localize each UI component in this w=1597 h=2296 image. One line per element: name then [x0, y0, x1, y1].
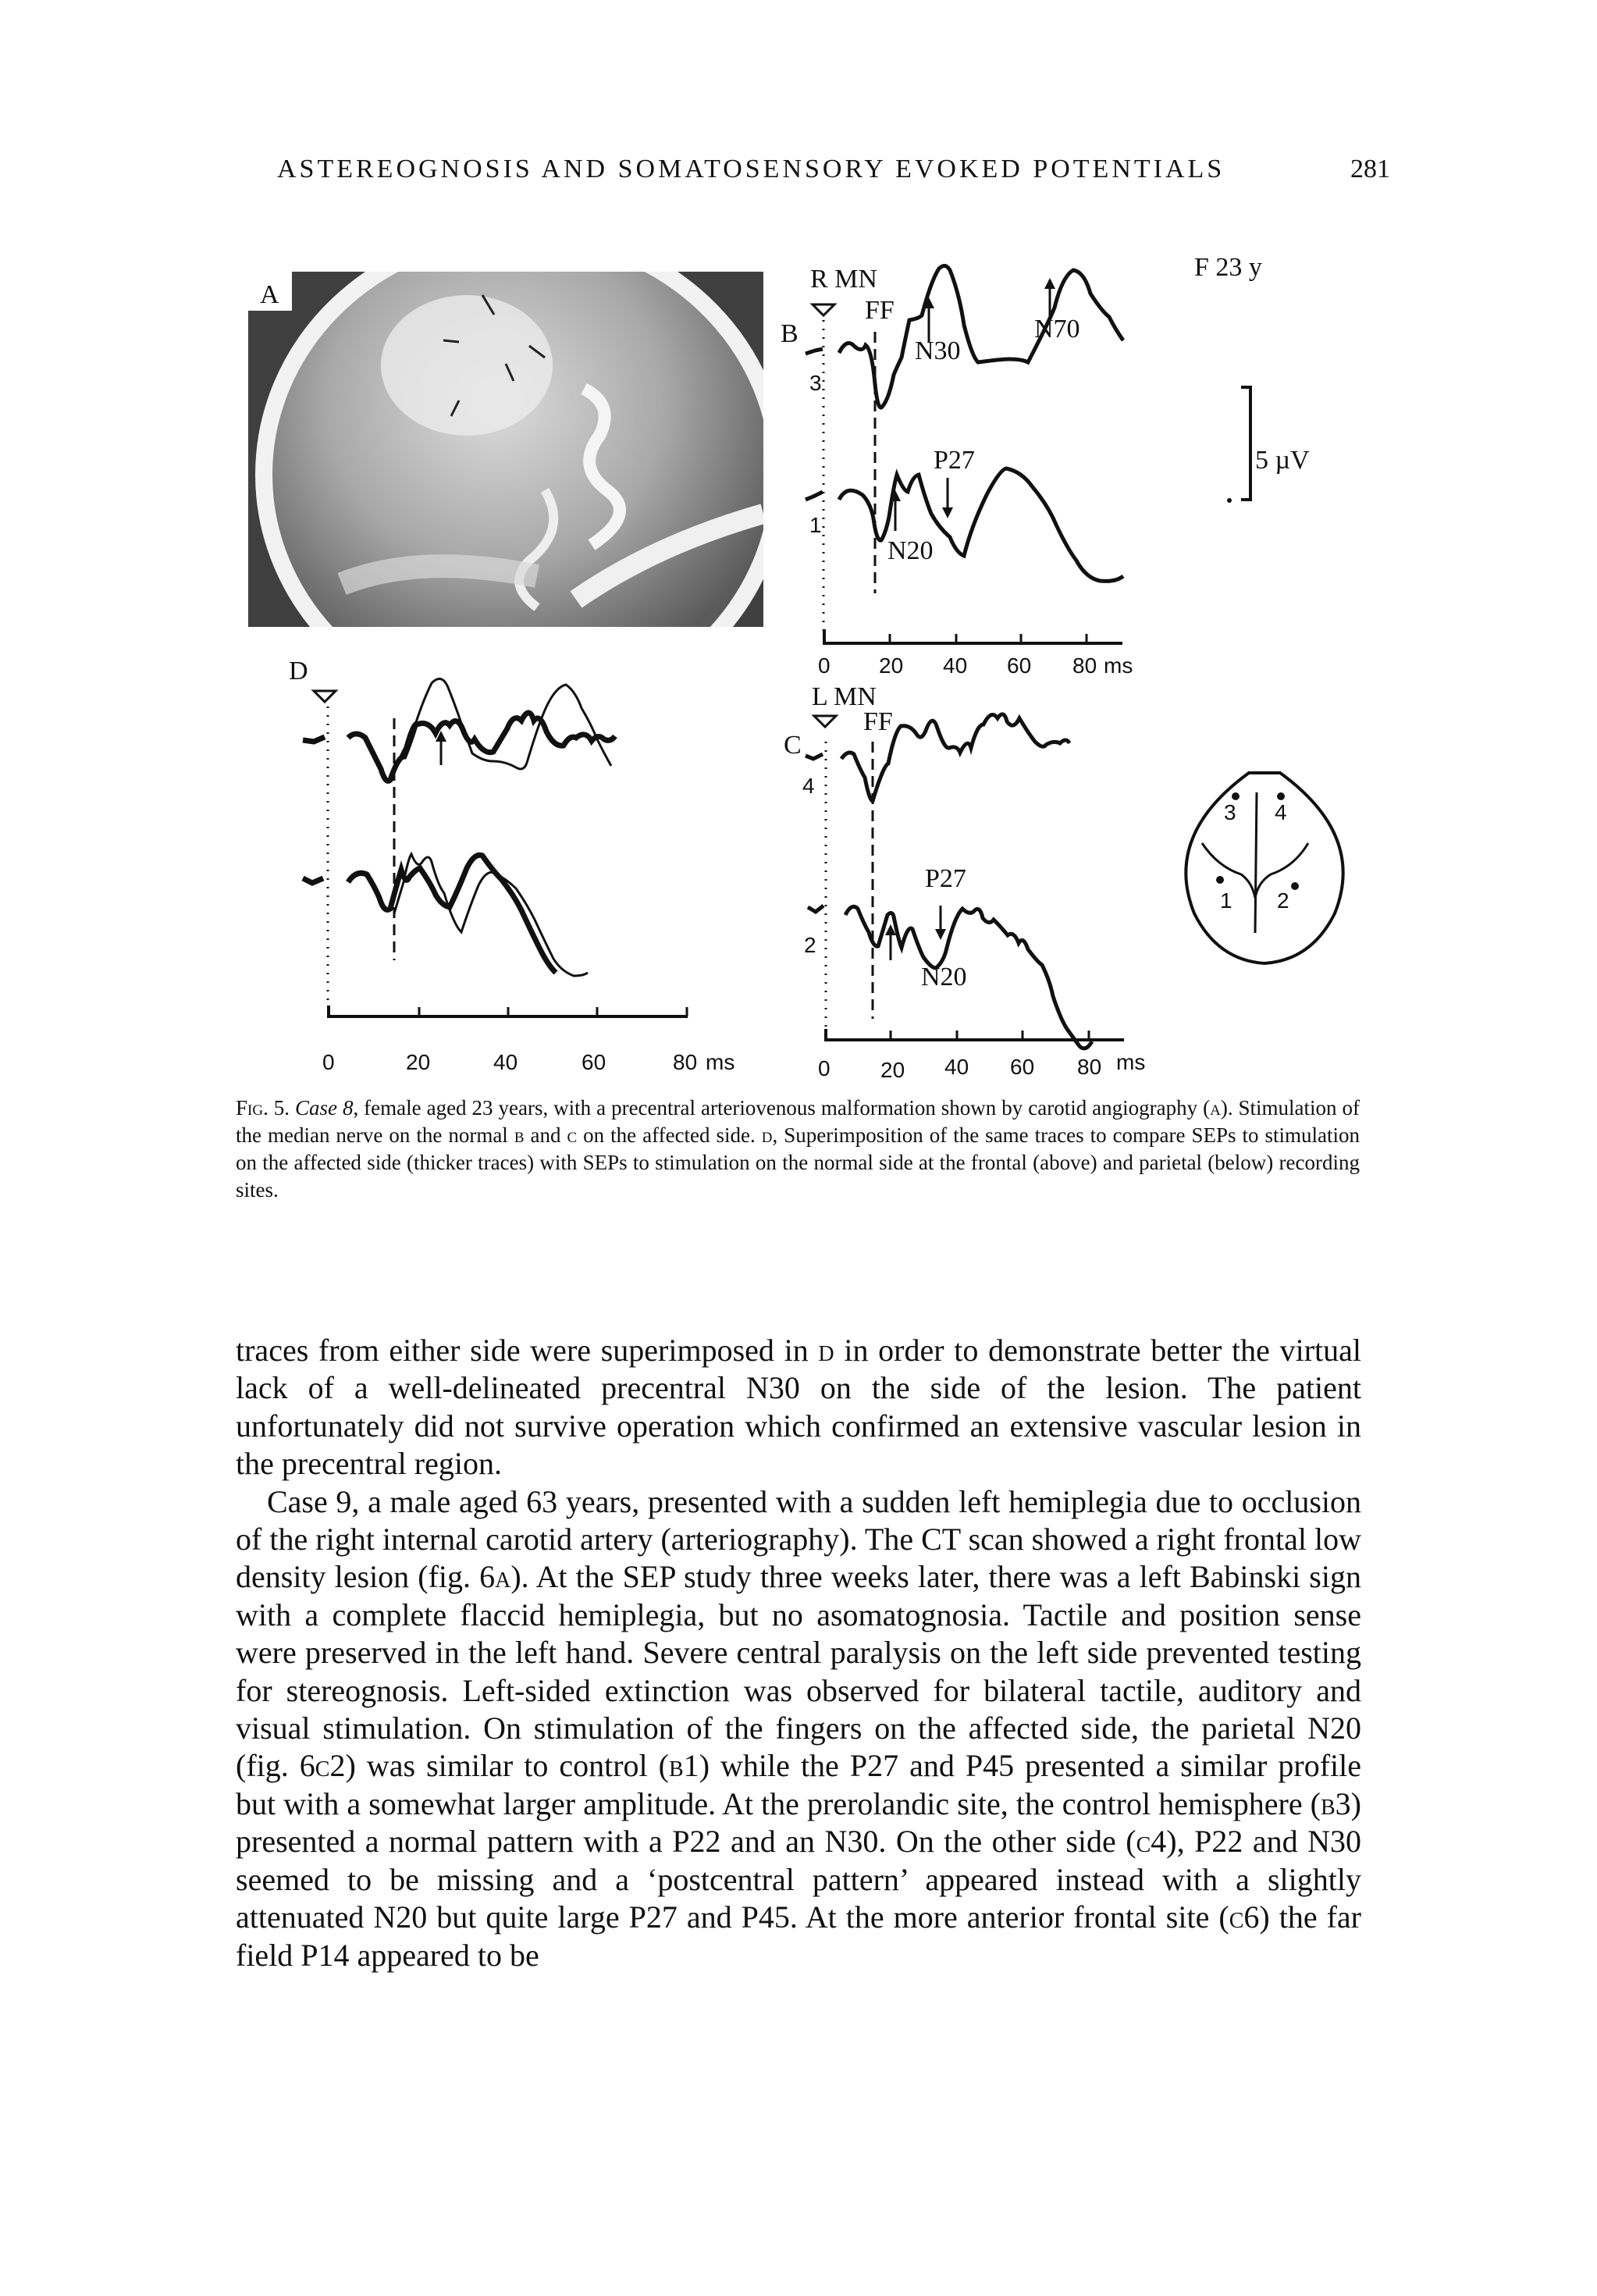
far-field-label-b: FF	[865, 296, 895, 325]
tick-unit: ms	[1104, 653, 1133, 678]
trace-b1	[806, 468, 1123, 581]
tick-unit: ms	[1116, 1050, 1146, 1074]
figure-label: Fig. 5.	[236, 1096, 290, 1120]
body-text	[236, 1332, 1361, 1974]
time-axis-d	[329, 1006, 688, 1016]
peak-arrow-p27	[935, 906, 946, 940]
head-map	[1186, 773, 1343, 963]
tick-0: 0	[818, 1056, 831, 1080]
stimulus-arrow-icon	[814, 716, 836, 727]
channel-label-2: 2	[804, 933, 816, 957]
panel-label-d: D	[289, 657, 308, 685]
tick-40: 40	[943, 653, 968, 678]
stimulus-label-b: R MN	[810, 265, 877, 294]
peak-label-n70: N70	[1034, 315, 1080, 344]
paragraph: traces from either side were superimposed in d in order to demonstrate better the virtual lack of a well-delineated precentral N30 on the side of the lesion. The patient unfortunately did not survive operation which confirmed an extensive vascular lesion in the precentral region.	[236, 1333, 1361, 1482]
time-axis-c	[826, 1029, 1124, 1040]
electrode-label-1: 1	[1220, 888, 1232, 913]
stimulus-arrow-icon	[314, 691, 336, 702]
tick-80: 80	[1077, 1055, 1102, 1079]
channel-label-4: 4	[802, 774, 815, 798]
time-axis-b	[824, 629, 1122, 643]
trace-d-frontal-thick	[303, 713, 615, 781]
figure-caption: Fig. 5. Case 8, female aged 23 years, with a precentral arteriovenous malformation shown by carotid angiography (a). Stimulation of the median nerve on the normal b and c on the affected side. d, Superimposition of the same traces to compare SEPs to stimulation on the affected side (thicker traces) with SEPs to stimulation on the normal side at the frontal (above) and parietal (below) recording sites.	[236, 1096, 1360, 1201]
paragraph: Case 9, a male aged 63 years, presented with a sudden left hemiplegia due to occlusion of the right internal carotid artery (arteriography). The CT scan showed a right frontal low density lesion (fig. 6a). At the SEP study three weeks later, there was a left Babinski sign with a complete flaccid hemiplegia, but no asomatognosia. Tactile and position sense were preserved in the left hand. Severe central paralysis on the left side prevented testing for stereognosis. Left-sided extinction was observed for bilateral tactile, auditory and visual stimulation. On stimulation of the fingers on the affected side, the parietal N20 (fig. 6c2) was similar to control (b1) while the P27 and P45 presented a similar profile but with a somewhat larger amplitude. At the prerolandic site, the control hemisphere (b3) presented a normal pattern with a P22 and an N30. On the other side (c4), P22 and N30 seemed to be missing and a ‘postcentral pattern’ appeared instead with a slightly attenuated N20 but quite large P27 and P45. At the more anterior frontal site (c6) the far field P14 appeared to be	[236, 1483, 1361, 1973]
peak-label-p27-b: P27	[934, 446, 975, 475]
stimulus-label-c: L MN	[812, 682, 877, 711]
page-number: 281	[1350, 155, 1390, 183]
tick-80: 80	[1072, 653, 1097, 678]
tick-0: 0	[818, 653, 831, 678]
trace-c4	[806, 714, 1069, 801]
peak-label-n20-b: N20	[887, 536, 934, 565]
tick-60: 60	[1010, 1055, 1035, 1079]
panel-label-c: C	[784, 731, 802, 760]
tick-40: 40	[944, 1055, 969, 1079]
running-title: ASTEREOGNOSIS AND SOMATOSENSORY EVOKED POTENTIALS	[277, 155, 1225, 183]
tick-20: 20	[406, 1050, 431, 1074]
panel-label-b: B	[781, 319, 798, 348]
trace-d-parietal-thick	[303, 855, 556, 973]
figure-5	[0, 0, 1597, 1093]
peak-arrow-p27	[942, 478, 953, 518]
peak-label-p27-c: P27	[925, 864, 966, 893]
panel-label-a: A	[260, 280, 279, 309]
tick-unit: ms	[706, 1050, 735, 1074]
channel-label-1: 1	[809, 513, 822, 537]
scale-bar	[1227, 387, 1250, 503]
stimulus-arrow-icon	[813, 304, 834, 315]
tick-40: 40	[493, 1050, 518, 1074]
tick-60: 60	[1007, 653, 1032, 678]
scale-label: 5 µV	[1255, 446, 1310, 475]
electrode-label-2: 2	[1277, 888, 1289, 913]
peak-label-n20-c: N20	[921, 963, 967, 991]
subject-label: F 23 y	[1194, 253, 1262, 282]
evoked-potential-figure	[0, 0, 1597, 1093]
electrode-label-3: 3	[1224, 800, 1236, 824]
tick-0: 0	[322, 1050, 335, 1074]
far-field-label-c: FF	[863, 707, 893, 736]
peak-label-n30: N30	[915, 336, 961, 365]
tick-20: 20	[880, 1058, 905, 1082]
tick-60: 60	[582, 1050, 606, 1074]
tick-20: 20	[879, 653, 904, 678]
tick-80: 80	[673, 1050, 698, 1074]
peak-arrow-n20	[885, 924, 896, 960]
electrode-label-4: 4	[1275, 800, 1287, 824]
channel-label-3: 3	[809, 371, 822, 395]
case-label: Case 8	[295, 1096, 354, 1120]
